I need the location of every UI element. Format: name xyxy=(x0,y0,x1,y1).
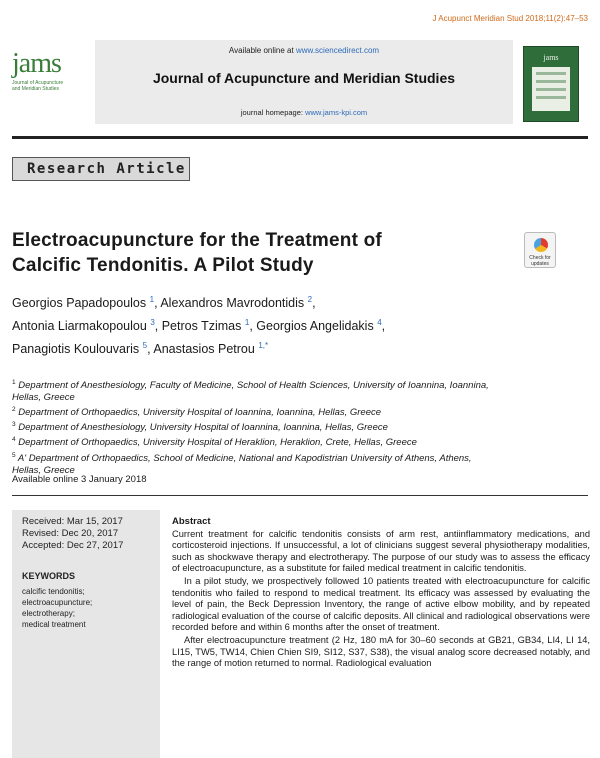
author-affiliation-mark[interactable]: 3 xyxy=(150,318,155,328)
check-for-updates-text xyxy=(525,255,555,267)
article-info-panel xyxy=(12,510,160,758)
affiliation-item xyxy=(12,419,502,434)
logo-mark: jams xyxy=(12,48,61,79)
author-separator: , xyxy=(154,319,162,334)
available-prefix: Available online at xyxy=(228,46,296,55)
author-name: Alexandros Mavrodontidis xyxy=(160,296,305,311)
author-name: Panagiotis Koulouvaris xyxy=(12,342,140,357)
affiliation-text: Department of Anesthesiology, University Hospital of Ioannina, Ioannina, Hellas, Greece xyxy=(15,422,388,434)
journal-citation: J Acupunct Meridian Stud 2018;11(2):47–53 xyxy=(432,14,588,23)
cover-label: jams xyxy=(543,53,559,62)
abstract-heading: Abstract xyxy=(172,516,211,527)
abstract-section xyxy=(172,516,590,671)
affiliation-item xyxy=(12,450,502,477)
sciencedirect-link[interactable]: www.sciencedirect.com xyxy=(295,46,380,55)
keyword-item: electroacupuncture; xyxy=(22,598,93,607)
crossmark-icon xyxy=(534,238,548,252)
affiliation-item xyxy=(12,377,502,404)
affiliation-item xyxy=(12,434,502,449)
logo-subtitle-line: Journal of Acupuncture xyxy=(12,80,64,86)
accepted-date: Accepted: Dec 27, 2017 xyxy=(22,540,124,551)
available-online-date: Available online 3 January 2018 xyxy=(12,474,147,485)
author-list xyxy=(12,290,512,359)
author-name: Antonia Liarmakopoulou xyxy=(12,319,147,334)
section-divider xyxy=(12,495,588,496)
journal-homepage-link[interactable]: www.jams-kpi.com xyxy=(305,108,368,117)
journal-logo xyxy=(12,50,92,110)
abstract-paragraph: After electroacupuncture treatment (2 Hz, 180 mA for 30–60 seconds at GB21, GB34, LI4, LI 14, LI15, TW5, TW14, Chien Chien SI9, SI12, S37, S38), the visual analog score decreased notably, and the range of motion returned to normal. Radiological evaluation xyxy=(172,634,590,669)
keywords-list xyxy=(22,586,92,630)
affiliation-text: Department of Anesthesiology, Faculty of Medicine, School of Health Sciences, University of Ioannina, Ioannina, Hellas, Greece xyxy=(12,380,489,404)
journal-header-box xyxy=(95,40,513,124)
author-separator: , xyxy=(147,342,154,357)
homepage-prefix: journal homepage: xyxy=(240,108,306,117)
received-date: Received: Mar 15, 2017 xyxy=(22,516,123,527)
journal-cover-thumbnail xyxy=(523,46,579,122)
logo-subtitle-line: and Meridian Studies xyxy=(12,86,59,92)
badge-line: updates xyxy=(531,261,549,267)
keywords-heading: KEYWORDS xyxy=(22,571,76,581)
affiliation-number: 1 xyxy=(12,379,16,386)
author-affiliation-mark[interactable]: 1 xyxy=(244,318,250,328)
affiliation-number: 2 xyxy=(12,406,16,414)
keyword-item: medical treatment xyxy=(22,620,86,629)
affiliation-number: 4 xyxy=(12,436,16,444)
affiliation-text: A' Department of Orthopaedics, School of Medicine, National and Kapodistrian University of Athens, Athens, Hellas, Greece xyxy=(12,452,472,476)
article-type-text: Research Article xyxy=(27,161,186,177)
author-line xyxy=(12,336,512,359)
header-divider xyxy=(12,136,588,139)
author-affiliation-mark[interactable]: 4 xyxy=(377,318,382,328)
author-name: Petros Tzimas xyxy=(161,319,242,334)
journal-title: Journal of Acupuncture and Meridian Studies xyxy=(152,70,456,86)
article-type-label xyxy=(12,157,190,181)
affiliation-number: 3 xyxy=(12,421,16,429)
author-separator: , xyxy=(249,319,257,334)
author-affiliation-mark[interactable]: 1 xyxy=(149,295,155,304)
affiliation-list xyxy=(12,377,502,477)
author-name: Anastasios Petrou xyxy=(153,342,255,357)
article-title xyxy=(12,228,512,278)
author-separator: , xyxy=(312,296,316,311)
author-separator: , xyxy=(154,296,161,311)
author-line xyxy=(12,290,512,313)
author-separator: , xyxy=(381,319,386,334)
article-dates xyxy=(22,516,123,552)
logo-subtitle xyxy=(12,80,92,92)
abstract-paragraph: Current treatment for calcific tendonitis consists of arm rest, antiinflammatory medications, and corticosteroid injections. If unsuccessful, a lot of clinicians suggest several physiotherapy modalities, such as shockwave therapy and electrotherapy. The purpose of our study was to assess the efficacy of electroacupuncture, as a substitute for failed medical treatment in calcific tendonitis. xyxy=(172,528,590,574)
article-title-line: Calcific Tendonitis. A Pilot Study xyxy=(12,255,314,276)
revised-date: Revised: Dec 20, 2017 xyxy=(22,528,119,539)
badge-line: Check for xyxy=(529,255,551,261)
affiliation-text: Department of Orthopaedics, University Hospital of Ioannina, Ioannina, Hellas, Greece xyxy=(15,407,382,419)
check-for-updates-badge[interactable] xyxy=(524,232,556,268)
article-title-line: Electroacupuncture for the Treatment of xyxy=(12,230,382,251)
author-name: Georgios Angelidakis xyxy=(256,319,374,334)
keyword-item: calcific tendonitis; xyxy=(22,587,85,596)
author-affiliation-mark[interactable]: 1,* xyxy=(258,341,269,351)
author-line xyxy=(12,313,512,336)
affiliation-number: 5 xyxy=(12,451,16,459)
cover-panel xyxy=(532,67,570,111)
author-name: Georgios Papadopoulos xyxy=(12,296,147,311)
available-online-line xyxy=(95,46,513,55)
affiliation-item xyxy=(12,404,502,419)
affiliation-text: Department of Orthopaedics, University Hospital of Heraklion, Heraklion, Crete, Hellas, Greece xyxy=(15,437,417,449)
author-affiliation-mark[interactable]: 5 xyxy=(142,341,148,351)
keyword-item: electrotherapy; xyxy=(22,609,75,618)
journal-homepage-line xyxy=(95,108,513,117)
author-affiliation-mark[interactable]: 2 xyxy=(307,295,313,304)
abstract-paragraph: In a pilot study, we prospectively followed 10 patients treated with electroacupuncture for calcific tendonitis who failed to respond to medical treatment. Its efficacy was assessed by evaluating the level of pain, the Beck Depression Inventory, the range of active elbow mobility, and by repeated radiological evaluation of the course of calcific deposits. All clinical and radiological observations were recorded before and within 6 months after the onset of treatment. xyxy=(172,575,590,633)
